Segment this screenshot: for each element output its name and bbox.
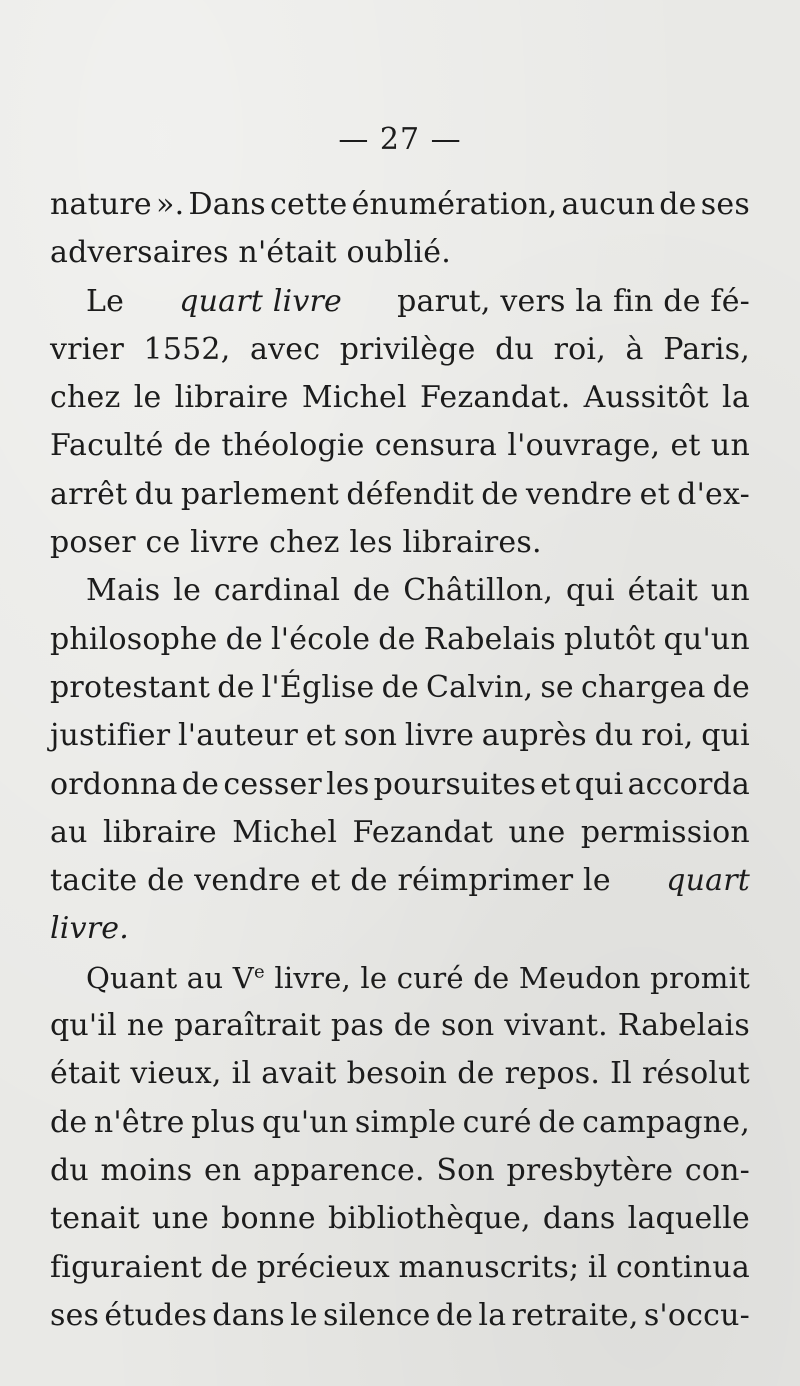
word: qu'un	[261, 1104, 349, 1140]
word: les	[326, 766, 370, 802]
word: libraire	[174, 380, 289, 416]
word: aucun	[561, 187, 656, 222]
word: de	[457, 1056, 495, 1092]
word: et	[670, 428, 701, 464]
text-line	[50, 422, 750, 470]
word: Faculté	[50, 428, 164, 464]
word: vieux,	[130, 1056, 222, 1092]
text-line: poser ce livre chez les libraires.	[50, 525, 542, 561]
word: avec	[250, 331, 321, 367]
word: du	[594, 718, 634, 754]
word: un	[710, 428, 750, 464]
text-line	[50, 567, 750, 615]
word: se	[540, 669, 574, 705]
word: s'occu-	[643, 1297, 750, 1333]
word: Fezandat.	[420, 380, 571, 416]
word: livre	[404, 718, 475, 754]
word: la	[478, 1297, 507, 1333]
word: de	[538, 1104, 576, 1140]
word: apparence.	[253, 1152, 425, 1188]
word: curé	[462, 1104, 532, 1140]
word: parlement	[180, 476, 340, 512]
word: plutôt	[563, 621, 656, 657]
word: repos.	[504, 1056, 601, 1092]
book-title: livre.	[50, 911, 129, 947]
word: l'Église	[261, 669, 375, 705]
word: il	[587, 1249, 608, 1285]
word: un	[710, 573, 750, 609]
word: presbytère	[506, 1152, 674, 1188]
word: l'ouvrage,	[507, 428, 661, 464]
word: censura	[374, 428, 498, 464]
word: cardinal	[213, 573, 341, 609]
word: dans	[542, 1201, 616, 1237]
word: à	[625, 331, 644, 367]
word: chez	[50, 380, 121, 416]
word: protestant	[50, 669, 211, 705]
word: une	[508, 814, 566, 850]
word: il	[231, 1056, 252, 1092]
word: dans	[212, 1297, 285, 1333]
word: qu'un	[663, 621, 750, 657]
word: Aussitôt	[583, 380, 709, 416]
word: ordonna	[50, 766, 178, 802]
word: Châtillon,	[403, 573, 554, 609]
word: Rabelais	[423, 621, 556, 657]
word: de	[217, 669, 255, 705]
word: Dans	[188, 187, 266, 222]
word: de	[659, 187, 697, 222]
word: Paris,	[663, 331, 750, 367]
word: ».	[156, 187, 185, 222]
word: en	[203, 1152, 242, 1188]
word: accorda	[627, 766, 750, 802]
word: poursuites	[373, 766, 537, 802]
word: Calvin,	[426, 669, 534, 705]
word: Mais	[86, 573, 161, 609]
word: con-	[684, 1152, 750, 1188]
word: permission	[580, 814, 750, 850]
word: Il	[610, 1056, 632, 1092]
word: libraire	[102, 814, 217, 850]
word: son	[440, 1008, 495, 1044]
word: vendre	[525, 476, 633, 512]
word: au	[50, 814, 88, 850]
word: pas	[330, 1008, 384, 1044]
word: continua	[615, 1249, 750, 1285]
word: de	[210, 1249, 249, 1285]
word: du	[134, 476, 174, 512]
word: le	[173, 573, 202, 609]
word: de	[173, 428, 212, 464]
text-line	[50, 1292, 750, 1340]
word: ses	[700, 187, 750, 222]
word: qu'il	[50, 1008, 117, 1044]
word: l'auteur	[177, 718, 299, 754]
text-line	[50, 905, 750, 953]
word: avait	[261, 1056, 337, 1092]
word: de	[353, 573, 391, 609]
word: était	[627, 573, 699, 609]
word: ses	[50, 1297, 100, 1333]
word: précieux	[256, 1249, 390, 1285]
word: et	[639, 476, 670, 512]
text-line	[50, 857, 750, 905]
word: privilège	[339, 331, 476, 367]
text-line	[50, 326, 750, 374]
page-number: — 27 —	[338, 122, 462, 157]
text-line	[50, 1050, 750, 1098]
word: roi,	[641, 718, 694, 754]
text-line	[50, 471, 750, 519]
word: manuscrits;	[398, 1249, 580, 1285]
text-line	[50, 1099, 750, 1147]
word: Son	[436, 1152, 495, 1188]
text-line	[50, 616, 750, 664]
word: ne	[126, 1008, 165, 1044]
word: de	[181, 766, 220, 802]
word: et	[540, 766, 571, 802]
text-line	[50, 712, 750, 760]
word: bonne	[221, 1201, 316, 1237]
word: le	[290, 1297, 318, 1333]
text-line	[50, 954, 750, 1002]
text-line: adversaires n'était oublié.	[50, 235, 451, 271]
book-title: quart	[666, 863, 750, 899]
word: arrêt	[50, 476, 128, 512]
word: études	[104, 1297, 208, 1333]
word: auprès	[481, 718, 587, 754]
word: chargea	[580, 669, 706, 705]
word: figuraient	[50, 1249, 203, 1285]
text-line	[50, 181, 750, 229]
text-segment: Le	[86, 283, 125, 319]
word: cesser	[223, 766, 322, 802]
word: qui	[701, 718, 750, 754]
text-line	[50, 1002, 750, 1050]
word: Rabelais	[617, 1008, 750, 1044]
word: de	[712, 669, 750, 705]
text-line	[50, 1244, 750, 1292]
text-line	[50, 664, 750, 712]
word: une	[152, 1201, 210, 1237]
text-line	[50, 1147, 750, 1195]
word: retraite,	[511, 1297, 639, 1333]
word: du	[50, 1152, 89, 1188]
text-line	[50, 278, 750, 326]
word: campagne,	[582, 1104, 750, 1140]
word: et	[305, 718, 337, 754]
word: n'être	[93, 1104, 185, 1140]
word: roi,	[553, 331, 606, 367]
word: plus	[191, 1104, 256, 1140]
word: la	[722, 380, 750, 416]
word: défendit	[346, 476, 474, 512]
word: moins	[100, 1152, 193, 1188]
word: de	[378, 621, 416, 657]
word: 1552,	[143, 331, 231, 367]
word: bibliothèque,	[327, 1201, 531, 1237]
word: l'école	[271, 621, 371, 657]
word: théologie	[221, 428, 365, 464]
book-title: quart livre	[179, 283, 342, 319]
text-segment: parut, vers la fin de fé-	[397, 283, 750, 319]
word: laquelle	[627, 1201, 750, 1237]
word: de	[481, 476, 519, 512]
word: son	[343, 718, 398, 754]
word: résolut	[641, 1056, 750, 1092]
word: le	[133, 380, 162, 416]
word: de	[381, 669, 419, 705]
word: vrier	[50, 331, 124, 367]
word: de	[435, 1297, 474, 1333]
word: énumération,	[351, 187, 558, 222]
word: justifier	[50, 718, 171, 754]
word: vivant.	[504, 1008, 608, 1044]
word: qui	[574, 766, 624, 802]
text-line	[50, 809, 750, 857]
word: du	[495, 331, 535, 367]
word: d'ex-	[677, 476, 750, 512]
text-segment: tacite de vendre et de réimprimer le	[50, 863, 611, 899]
superscript: e	[253, 961, 265, 983]
word: paraîtrait	[174, 1008, 321, 1044]
word: silence	[323, 1297, 431, 1333]
text-line	[50, 761, 750, 809]
word: cette	[270, 187, 348, 222]
word: simple	[354, 1104, 457, 1140]
word: nature	[50, 187, 152, 222]
word: de	[50, 1104, 88, 1140]
word: besoin	[346, 1056, 448, 1092]
word: Michel	[232, 814, 338, 850]
word: philosophe	[50, 621, 218, 657]
word: qui	[566, 573, 615, 609]
word: de	[225, 621, 263, 657]
word: Fezandat	[352, 814, 494, 850]
text-line	[50, 1195, 750, 1243]
word: de	[393, 1008, 432, 1044]
body-text	[50, 181, 750, 1340]
text-segment: Quant au Ve	[86, 960, 265, 995]
word: Michel	[301, 380, 407, 416]
text-segment: livre, le curé de Meudon promit	[274, 960, 750, 995]
word: était	[50, 1056, 121, 1092]
word: tenait	[50, 1201, 140, 1237]
text-line	[50, 374, 750, 422]
